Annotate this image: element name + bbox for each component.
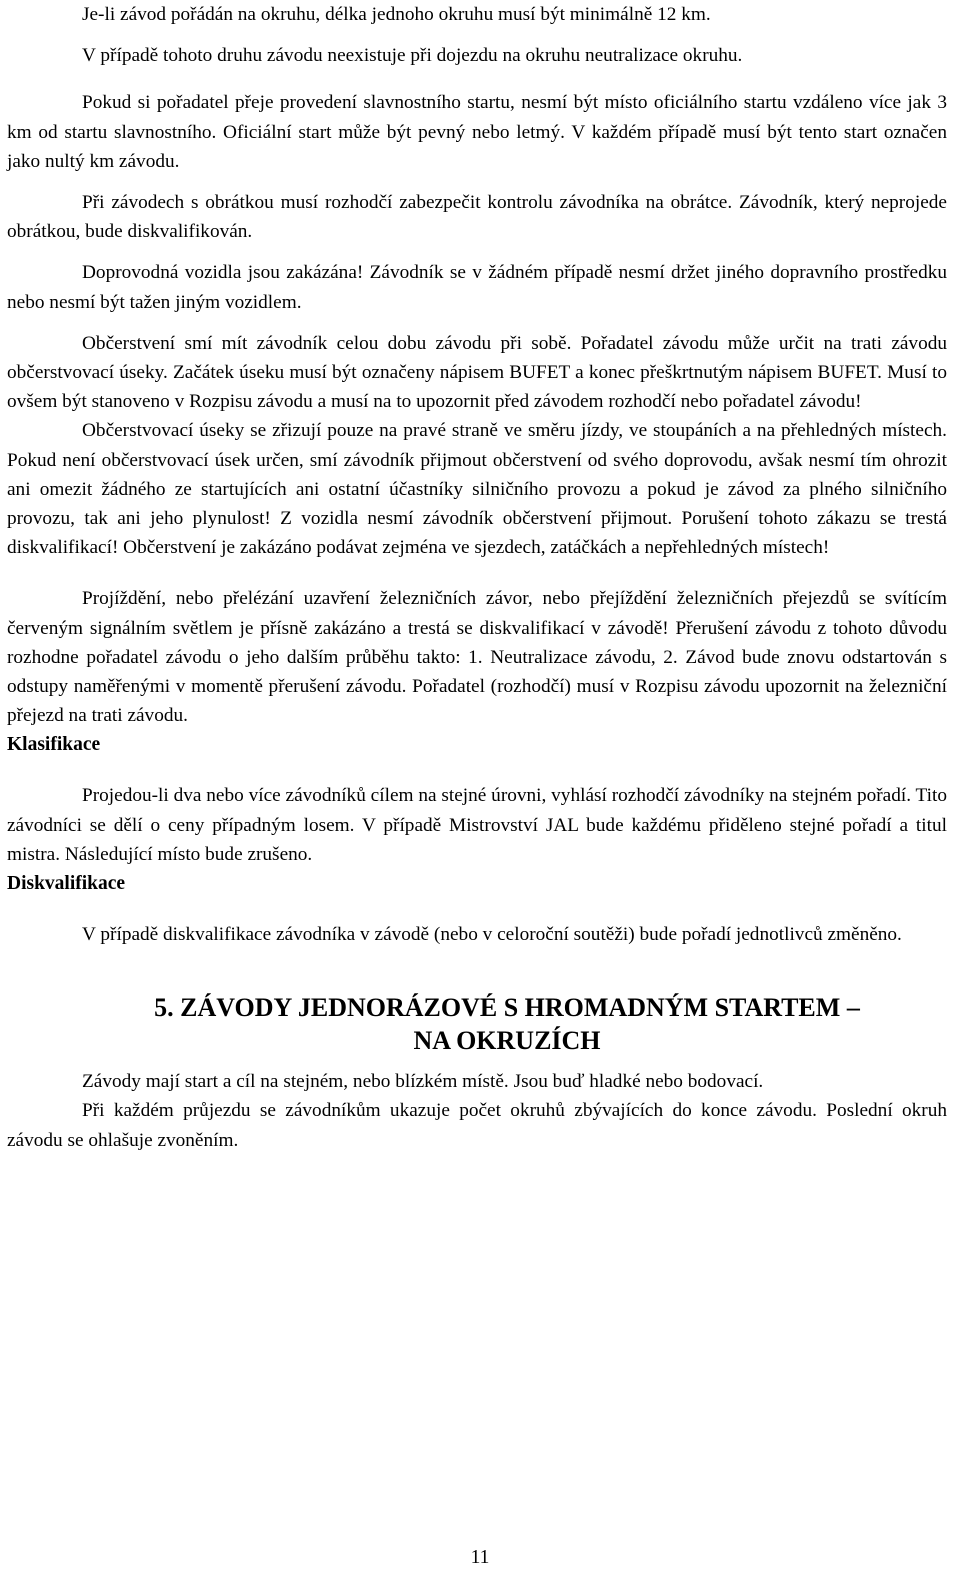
document-page [7,0,947,1583]
paragraph-turnaround: Při závodech s obrátkou musí rozhodčí zabezpečit kontrolu závodníka na obrátce. Závodník, který neprojede obrátkou, bude diskvalifikován. [7,192,947,243]
heading-diskvalifikace: Diskvalifikace [7,873,126,895]
paragraph-ceremonial-start: Pokud si pořadatel přeje provedení slavnostního startu, nesmí být místo oficiálního startu vzdáleno více jak 3 km od startu slavnostního. Oficiální start může být pevný nebo letmý. V každém případě musí být tento start označen jako nultý km závodu. [7,92,947,172]
paragraph-no-neutralization: V případě tohoto druhu závodu neexistuje při dojezdu na okruhu neutralizace okruhu. [82,45,743,67]
paragraph-klasifikace: Projedou-li dva nebo více závodníků cílem na stejné úrovni, vyhlásí rozhodčí závodníky na stejném pořadí. Tito závodníci se dělí o ceny případným losem. V případě Mistrovství JAL bude každému přiděleno stejné pořadí a titul mistra. Následující místo bude zrušeno. [7,785,947,865]
page-number: 11 [470,1547,490,1568]
paragraph-refreshment: Občerstvení smí mít závodník celou dobu závodu při sobě. Pořadatel závodu může určit na trati závodu občerstvovací úseky. Začátek úseku musí být označeny nápisem BUFET a konec přeškrtnutým nápisem BUFET. Musí to ovšem být stanoveno v Rozpisu závodu a musí na to upozornit před závodem rozhodčí nebo pořadatel závodu! [7,332,947,413]
paragraph-support-vehicles: Doprovodná vozidla jsou zakázána! Závodník se v žádném případě nesmí držet jiného dopravního prostředku nebo nesmí být tažen jiným vozidlem. [7,262,947,313]
paragraph-railway-crossings: Projíždění, nebo přelézání uzavření železničních závor, nebo přejíždění železničních přejezdů se svítícím červeným signálním světlem je přísně zakázáno a trestá se diskvalifikací v závodě! Přerušení závodu z tohoto důvodu rozhodne pořadatel závodu o jeho dalším průběhu takto: 1. Neutralizace závodu, 2. Závod bude znovu odstartován s odstupy naměřenými v momentě přerušení závodu. Pořadatel (rozhodčí) musí v Rozpisu závodu upozornit na železniční přejezd na trati závodu. [7,588,947,727]
chapter-title-line1: 5. ZÁVODY JEDNORÁZOVÉ S HROMADNÝM STARTEM – [154,993,860,1023]
paragraph-diskvalifikace: V případě diskvalifikace závodníka v závodě (nebo v celoroční soutěži) bude pořadí jednotlivců změněno. [82,924,902,946]
paragraph-circuit-length: Je-li závod pořádán na okruhu, délka jednoho okruhu musí být minimálně 12 km. [82,4,711,25]
paragraph-lap-count: Při každém průjezdu se závodníkům ukazuje počet okruhů zbývajících do konce závodu. Poslední okruh závodu se ohlašuje zvoněním. [7,1100,947,1151]
paragraph-refreshment-zones: Občerstvovací úseky se zřizují pouze na pravé straně ve směru jízdy, ve stoupáních a na přehledných místech. Pokud není občerstvovací úsek určen, smí závodník přijmout občerstvení od svého doprovodu, avšak nesmí tím ohrozit ani omezit žádného ze startujících ani ostatní účastníky silničního provozu a pokud je závod za plného silničního provozu, tak ani jeho plynulost! Z vozidla nesmí závodník občerstvení přijmout. Porušení tohoto zákazu se trestá diskvalifikací! Občerstvení je zakázáno podávat zejména ve sjezdech, zatáčkách a nepřehledných místech! [7,420,947,559]
heading-klasifikace: Klasifikace [7,734,101,756]
paragraph-chapter-intro: Závody mají start a cíl na stejném, nebo blízkém místě. Jsou buď hladké nebo bodovací. [82,1071,764,1093]
chapter-title-line2: NA OKRUZÍCH [413,1026,601,1056]
chapter-title [7,991,947,1057]
